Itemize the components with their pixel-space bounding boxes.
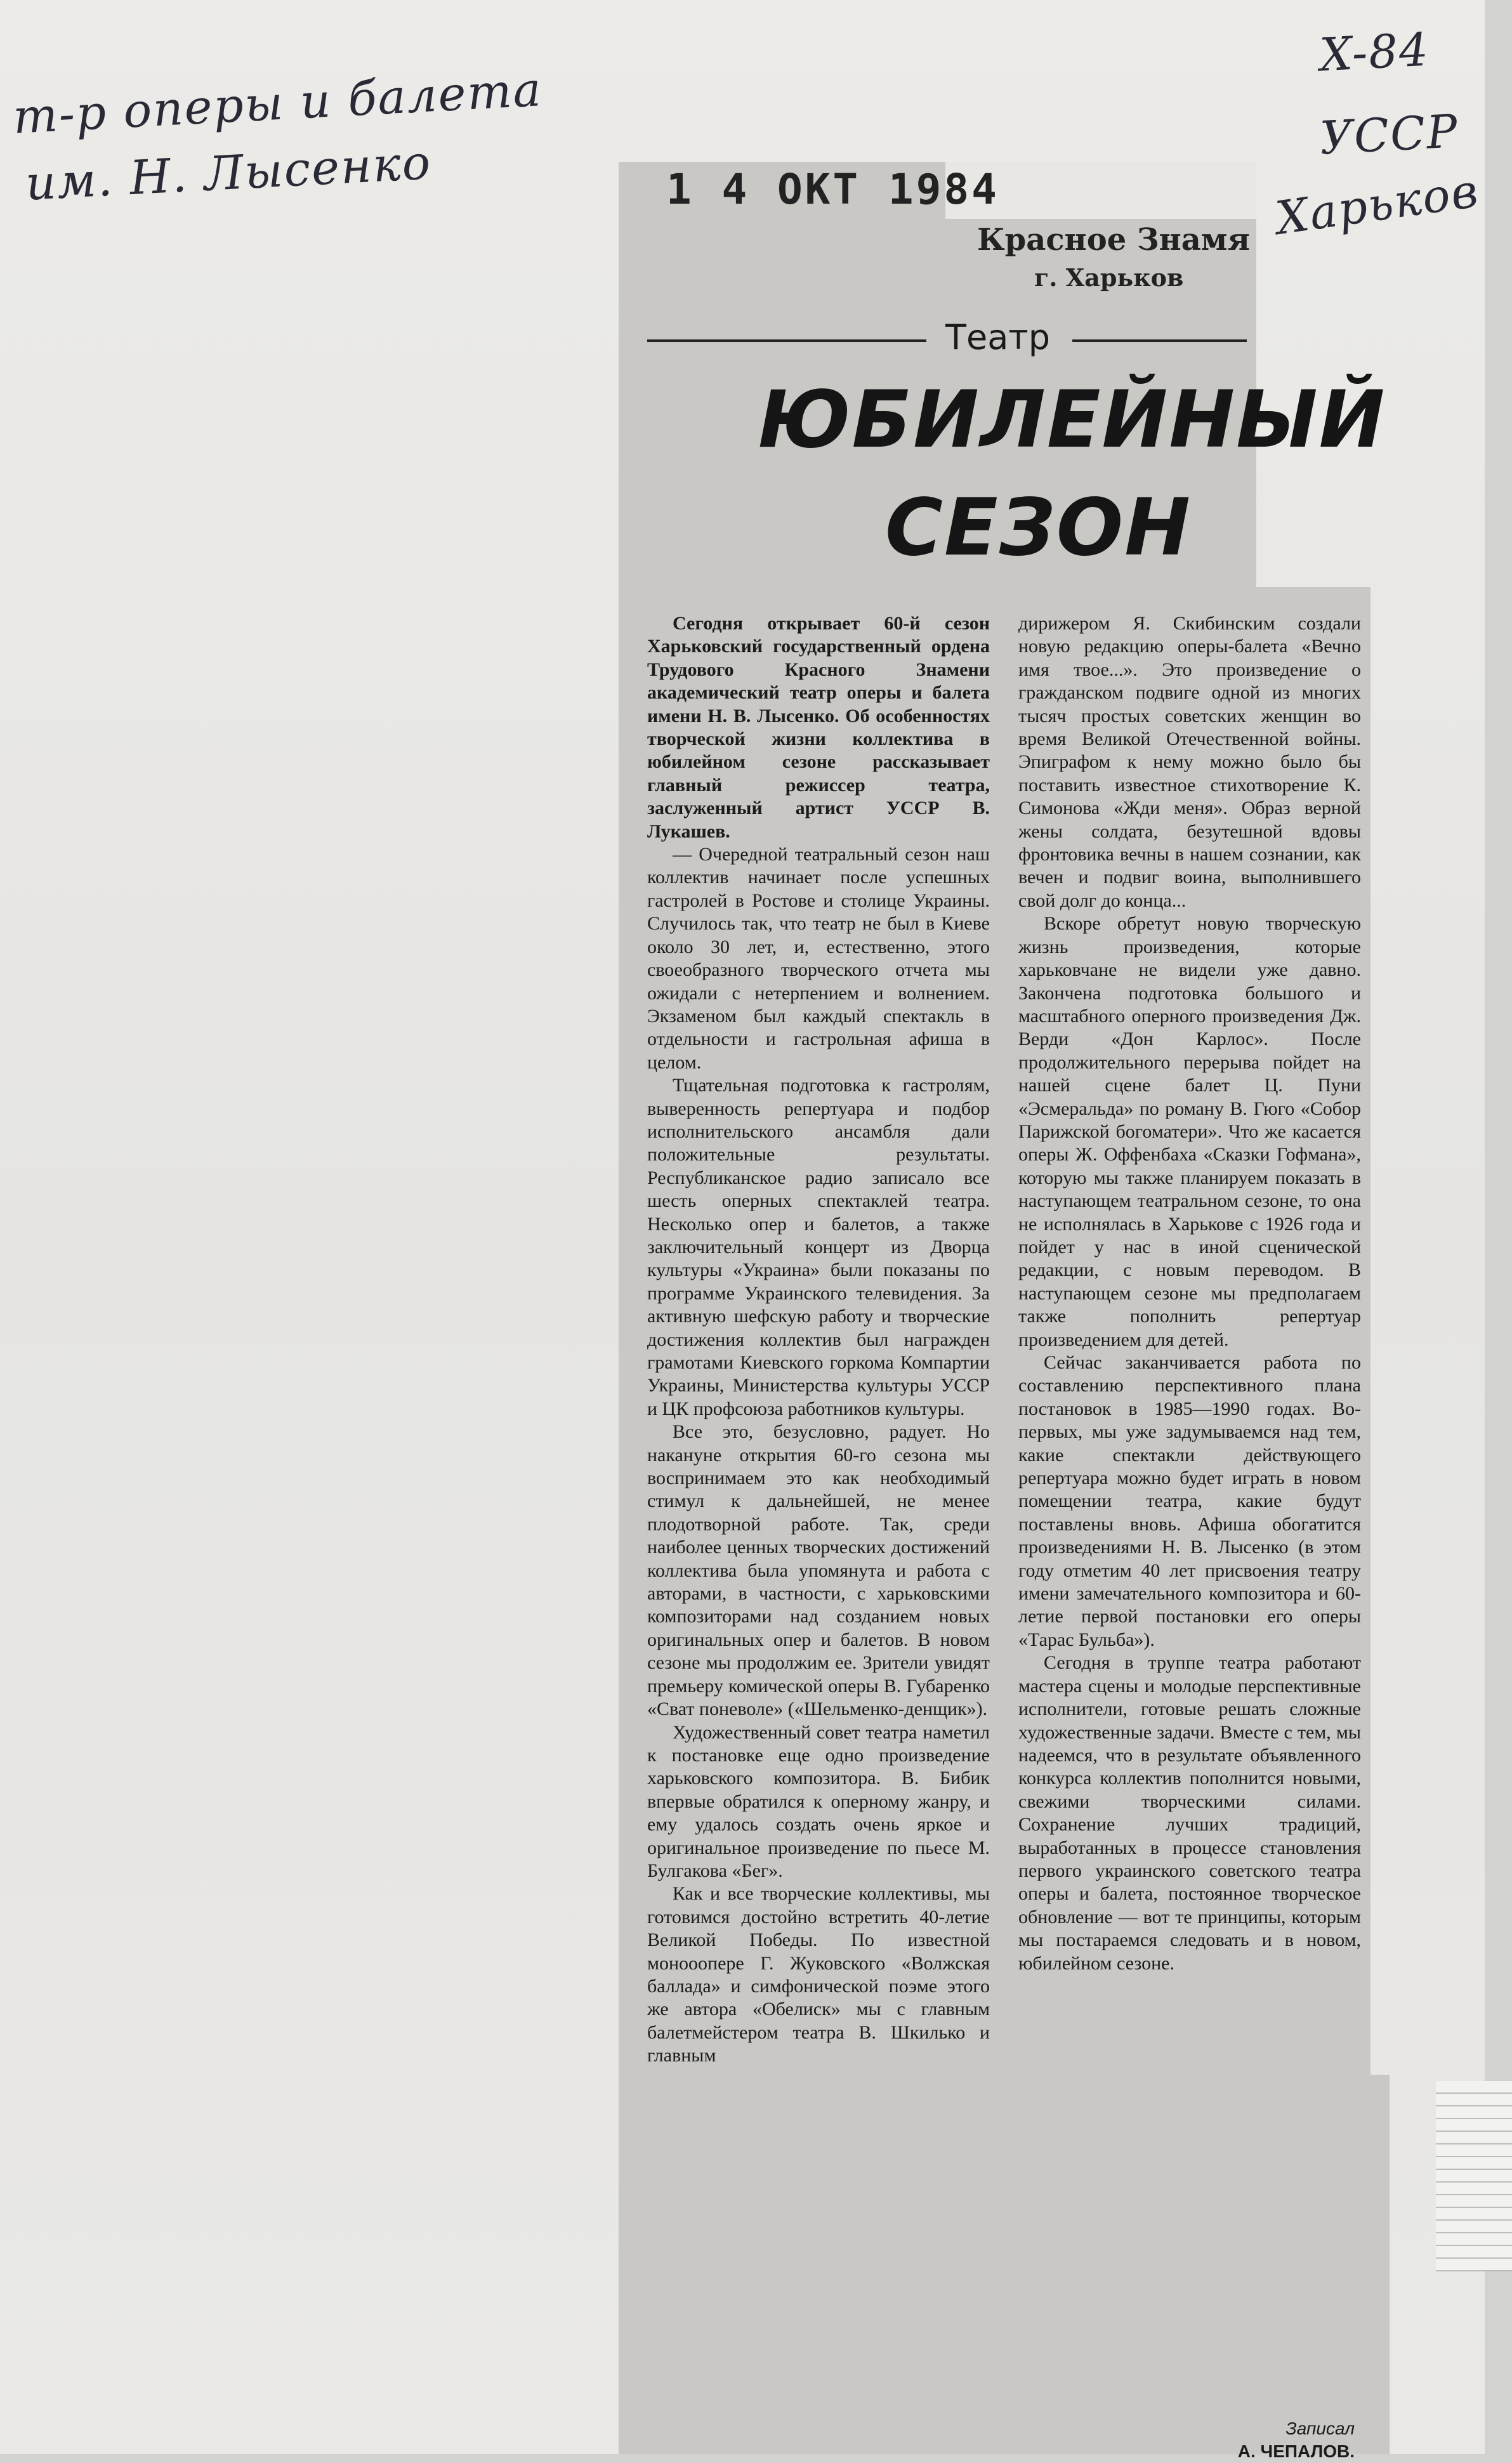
headline-line-2: СЕЗОН bbox=[885, 482, 1192, 574]
headline-line-1: ЮБИЛЕЙНЫЙ bbox=[758, 374, 1386, 466]
clipping-bottom bbox=[619, 2075, 1390, 2454]
article-paragraph: дирижером Я. Скибинским создали новую редакцию оперы-балета «Вечно имя твое...». Это произведение о гражданском подвиге одной из многих тысяч простых советских женщин во время Великой Отечественной войны. Эпиграфом к нему можно было бы поставить известное стихотворение К. Симонова «Жди меня». Образ верной жены солдата, безутешной вдовы фронтовика вечны в нашем сознании, как вечен и подвиг воина, выполнившего свой долг до конца... bbox=[1018, 613, 1361, 911]
article-column-right bbox=[1018, 612, 1361, 1975]
article-paragraph: Как и все творческие коллективы, мы готовимся достойно встретить 40-летие Великой Победы. По известной монооопере Г. Жуковского «Волжская баллада» и симфонической поэме этого же автора «Обелиск» мы с главным балетмейстером театра В. Шкилько и главным bbox=[647, 1883, 990, 2066]
newspaper-city: г. Харьков bbox=[1034, 263, 1184, 292]
article-column-left bbox=[647, 612, 990, 2068]
handwritten-note-left-line-1: т-р оперы и балета bbox=[11, 62, 544, 145]
section-rule-right bbox=[1072, 339, 1247, 342]
article-paragraph: Художественный совет театра наметил к постановке еще одно произведение харьковского композитора. В. Бибик впервые обратился к оперному жанру, и ему удалось создать очень яркое и оригинальное произведение по пьесе М. Булгакова «Бег». bbox=[647, 1721, 990, 1881]
section-label: Театр bbox=[945, 317, 1051, 357]
article-lead: Сегодня открывает 60-й сезон Харьковский государственный ордена Трудового Красного Знамени академический театр оперы и балета имени Н. В. Лысенко. Об особенностях творческой жизни коллектива в юбилейном сезоне рассказывает главный режиссер театра, заслуженный артист УССР В. Лукашев. bbox=[647, 613, 990, 842]
handwritten-note-right-line-1: X-84 bbox=[1318, 22, 1431, 82]
signature-name: А. ЧЕПАЛОВ. bbox=[1237, 2441, 1355, 2461]
newspaper-name: Красное Знамя bbox=[977, 222, 1250, 258]
article-paragraph: Сейчас заканчивается работа по составлению перспективного плана постановок в 1985—1990 годах. Во-первых, мы уже задумываемся над тем, какие спектакли действующего репертуара можно будет играть в новом помещении театра, какие будут поставлены вновь. Афиша обогатится произведениями Н. В. Лысенко (в этом году отметим 40 лет присвоения театру имени замечательного композитора и 60-летие первой постановки его оперы «Тарас Бульба»). bbox=[1018, 1352, 1361, 1650]
page-stack-edge bbox=[1436, 2081, 1512, 2271]
article-paragraph: Сегодня в труппе театра работают мастера сцены и молодые перспективные исполнители, готовые решать сложные художественные задачи. Вместе с тем, мы надеемся, что в результате объявленного конкурса коллектив пополнится новыми, свежими творческими силами. Сохранение лучших традиций, выработанных в процессе становления первого украинского советского театра оперы и балета, постоянное творческое обновление — вот те принципы, которым мы постараемся следовать и в новом, юбилейном сезоне. bbox=[1018, 1652, 1361, 1974]
handwritten-note-right-line-3: Харьков bbox=[1272, 164, 1483, 245]
article-paragraph: — Очередной театральный сезон наш коллектив начинает после успешных гастролей в Ростове и столице Украины. Случилось так, что театр не был в Киеве около 30 лет, и, естественно, этого своеобразного творческого отчета мы ожидали с нетерпением и волнением. Экзаменом был каждый спектакль в отдельности и гастрольная афиша в целом. bbox=[647, 844, 990, 1073]
article-paragraph: Все это, безусловно, радует. Но накануне открытия 60-го сезона мы воспринимаем это как необходимый стимул к дальнейшей, не менее плодотворной работе. Так, среди наиболее ценных творческих достижений коллектива была упомянута и работа с авторами, в частности, с харьковскими композиторами над созданием новых оригинальных опер и балетов. В новом сезоне мы продолжим ее. Зрители увидят премьеру комической оперы В. Губаренко «Сват поневоле» («Шельменко-денщик»). bbox=[647, 1421, 990, 1720]
article-paragraph: Вскоре обретут новую творческую жизнь произведения, которые харьковчане не видели уже давно. Закончена подготовка большого и масштабного оперного произведения Дж. Верди «Дон Карлос». После продолжительного перерыва пойдет на нашей сцене балет Ц. Пуни «Эсмеральда» по роману В. Гюго «Собор Парижской богоматери». Что же касается оперы Ж. Оффенбаха «Сказки Гофмана», которую мы также планируем показать в наступающем театральном сезоне, то она не исполнялась в Харькове с 1926 года и пойдет у нас в иной сценической редакции, с новым переводом. В наступающем сезоне мы предполагаем также пополнить репертуар произведением для детей. bbox=[1018, 913, 1361, 1350]
date-stamp: 1 4 ОКТ 1984 bbox=[666, 165, 999, 214]
section-rule-left bbox=[647, 339, 926, 342]
handwritten-note-left-line-2: им. Н. Лысенко bbox=[24, 135, 433, 211]
handwritten-note-right-line-2: УССР bbox=[1318, 104, 1460, 165]
signature-block bbox=[1018, 2417, 1361, 2461]
article-paragraph: Тщательная подготовка к гастролям, выверенность репертуара и подбор исполнительского ансамбля дали положительные результаты. Республиканское радио записало все шесть оперных спектаклей театра. Несколько опер и балетов, а также заключительный концерт из Дворца культуры «Украина» были показаны по программе Украинского телевидения. За активную шефскую работу и творческие достижения коллектив был награжден грамотами Киевского горкома Компартии Украины, Министерства культуры УССР и ЦК профсоюза работников культуры. bbox=[647, 1075, 990, 1419]
signature bbox=[1238, 2417, 1355, 2463]
signature-label: Записал bbox=[1285, 2419, 1355, 2438]
